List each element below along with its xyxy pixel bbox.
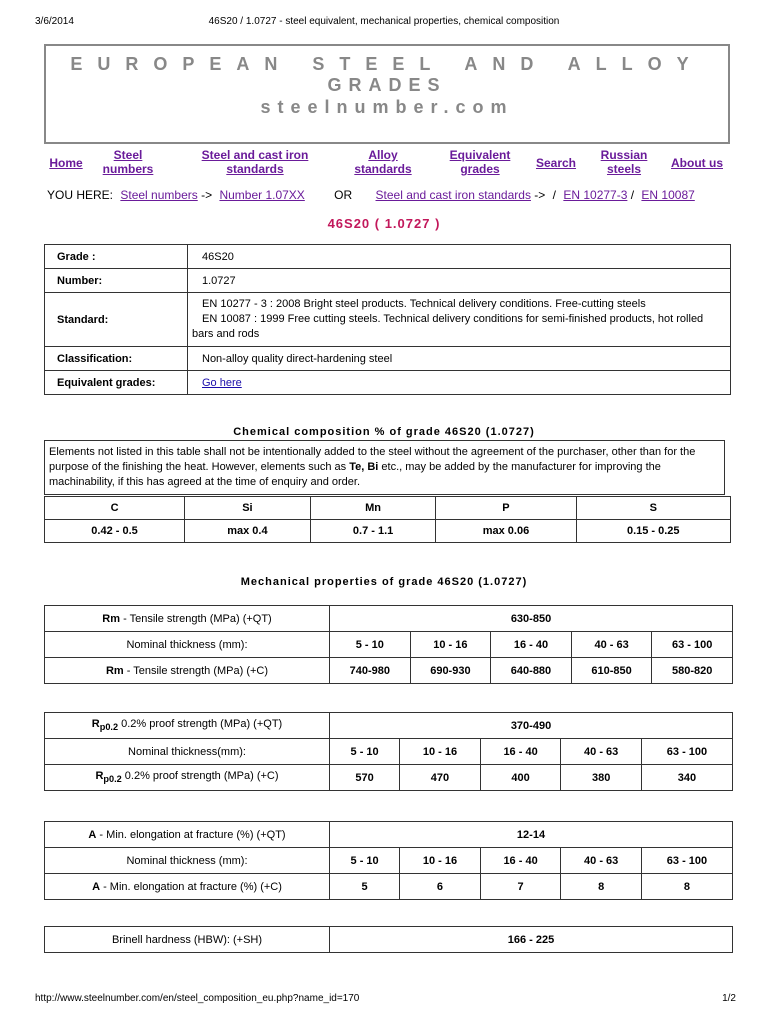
chem-header: C [45,497,185,520]
chem-note-b: Te, Bi [349,461,379,473]
thickness-cell: 40 - 63 [561,739,642,765]
rm-qt-value: 630-850 [330,606,733,632]
grade-info-table [44,244,731,395]
breadcrumb-number[interactable]: Number 1.07XX [219,188,305,202]
chem-header: P [436,497,576,520]
a-c-text: - Min. elongation at fracture (%) (+C) [100,880,282,893]
chem-value: 0.15 - 0.25 [576,520,731,543]
number-label: Number: [45,269,188,293]
a-c-value: 8 [561,874,642,900]
chem-table [44,496,731,543]
site-banner [44,44,730,144]
grade-value: 46S20 [188,245,731,269]
nav-russian-steels[interactable]: Russian steels [600,148,648,176]
thickness-label: Nominal thickness(mm): [45,739,330,765]
classification-value: Non-alloy quality direct-hardening steel [188,347,731,371]
a-c-value: 6 [400,874,481,900]
hardness-table [44,926,733,953]
a-qt-label [45,822,330,848]
rp-c-value: 570 [330,765,400,791]
nav-search[interactable]: Search [535,156,577,170]
tensile-table [44,605,733,684]
grade-title: 46S20 ( 1.0727 ) [327,216,441,231]
chem-value: max 0.06 [436,520,576,543]
a-c-value: 7 [480,874,561,900]
thickness-cell: 10 - 16 [400,848,481,874]
print-date: 3/6/2014 [35,16,74,27]
rp-subscript: p0.2 [99,722,119,733]
equivalent-label: Equivalent grades: [45,371,188,395]
footer-page: 1/2 [722,993,736,1004]
rm-qt-text: - Tensile strength (MPa) (+QT) [120,612,272,625]
chem-header: Mn [310,497,436,520]
thickness-cell: 40 - 63 [571,632,652,658]
rp-c-label [45,765,330,791]
hardness-label: Brinell hardness (HBW): (+SH) [45,927,330,953]
rp-qt-value: 370-490 [330,713,733,739]
thickness-cell: 40 - 63 [561,848,642,874]
nav-home[interactable]: Home [49,156,83,170]
chem-note-a: Elements not listed in this table shall not be intentionally added to the steel without the agreement of the purchaser, other than for the purpose of the finishing the heat. However, elements such as [49,446,696,473]
chem-value: 0.42 - 0.5 [45,520,185,543]
chem-note [44,440,725,495]
chem-value: 0.7 - 1.1 [310,520,436,543]
thickness-cell: 10 - 16 [400,739,481,765]
number-value: 1.0727 [188,269,731,293]
mech-title: Mechanical properties of grade 46S20 (1.0727) [240,576,528,588]
rp-c-value: 400 [480,765,561,791]
breadcrumb-arrow: -> [201,188,213,202]
rm-c-value: 610-850 [571,658,652,684]
rm-qt-label [45,606,330,632]
breadcrumb [47,188,695,202]
nav-steel-numbers[interactable]: Steel numbers [102,148,154,176]
hardness-value: 166 - 225 [330,927,733,953]
elongation-table [44,821,733,900]
breadcrumb-arrow: -> [534,188,546,202]
rm-c-value: 740-980 [330,658,411,684]
a-symbol: A [88,828,97,841]
standard-line-2: EN 10087 : 1999 Free cutting steels. Technical delivery conditions for semi-finished products, hot rolled bars and rods [192,313,704,340]
rm-symbol: Rm [105,664,124,677]
thickness-cell: 16 - 40 [480,848,561,874]
rm-c-label [45,658,330,684]
chem-value: max 0.4 [185,520,311,543]
a-qt-text: - Min. elongation at fracture (%) (+QT) [96,828,286,841]
a-qt-value: 12-14 [330,822,733,848]
standard-line-1: EN 10277 - 3 : 2008 Bright steel products. Technical delivery conditions. Free-cutting steels [202,298,646,310]
rp-c-text: 0.2% proof strength (MPa) (+C) [121,770,279,783]
breadcrumb-slash: / [552,188,556,202]
rm-c-value: 640-880 [491,658,572,684]
a-c-value: 8 [641,874,732,900]
a-symbol: A [92,880,101,893]
footer-url: http://www.steelnumber.com/en/steel_composition_eu.php?name_id=170 [35,993,360,1004]
breadcrumb-standards[interactable]: Steel and cast iron standards [375,188,531,202]
chem-note-c: etc., may be added by the manufacturer for improving the machinability, if this has agreed at the time of enquiry and order. [49,461,661,488]
rp-symbol: R [95,770,104,783]
thickness-cell: 10 - 16 [410,632,491,658]
grade-label: Grade : [45,245,188,269]
proof-strength-table [44,712,733,791]
thickness-label: Nominal thickness (mm): [45,632,330,658]
thickness-cell: 63 - 100 [641,848,732,874]
rp-subscript: p0.2 [103,774,122,785]
chem-title: Chemical composition % of grade 46S20 (1.0727) [233,426,535,438]
breadcrumb-slash: / [630,188,635,202]
nav-standards[interactable]: Steel and cast iron standards [201,148,309,176]
a-c-value: 5 [330,874,400,900]
rm-c-text: - Tensile strength (MPa) (+C) [123,664,269,677]
print-title: 46S20 / 1.0727 - steel equivalent, mechanical properties, chemical composition [208,16,560,27]
breadcrumb-or: OR [334,188,353,202]
nav-about[interactable]: About us [671,156,723,170]
rm-c-value: 580-820 [652,658,733,684]
rp-symbol: R [91,718,100,731]
thickness-label: Nominal thickness (mm): [45,848,330,874]
banner-line-3: steelnumber.com [260,97,514,117]
breadcrumb-prefix: YOU HERE: [47,188,114,202]
banner-line-1: EUROPEAN STEEL AND ALLOY [70,54,704,74]
rm-symbol: Rm [102,612,121,625]
thickness-cell: 5 - 10 [330,739,400,765]
banner-line-2: GRADES [327,75,447,95]
chem-header: Si [185,497,311,520]
thickness-cell: 63 - 100 [641,739,732,765]
chem-header: S [576,497,731,520]
rp-qt-text: 0.2% proof strength (MPa) (+QT) [118,718,283,731]
standard-value [188,293,731,347]
breadcrumb-steel-numbers[interactable]: Steel numbers [120,188,198,202]
thickness-cell: 5 - 10 [330,632,411,658]
rp-c-value: 380 [561,765,642,791]
main-nav [38,148,728,178]
equivalent-link[interactable]: Go here [202,376,242,389]
rm-c-value: 690-930 [410,658,491,684]
rp-c-value: 340 [641,765,732,791]
a-c-label [45,874,330,900]
standard-label: Standard: [45,293,188,347]
breadcrumb-en-10087[interactable]: EN 10087 [641,188,695,202]
thickness-cell: 63 - 100 [652,632,733,658]
classification-label: Classification: [45,347,188,371]
thickness-cell: 16 - 40 [480,739,561,765]
thickness-cell: 5 - 10 [330,848,400,874]
rp-c-value: 470 [400,765,481,791]
nav-alloy-standards[interactable]: Alloy standards [354,148,412,176]
thickness-cell: 16 - 40 [491,632,572,658]
nav-equivalent-grades[interactable]: Equivalent grades [449,148,511,176]
breadcrumb-en-10277-3[interactable]: EN 10277-3 [563,188,628,202]
rp-qt-label [45,713,330,739]
